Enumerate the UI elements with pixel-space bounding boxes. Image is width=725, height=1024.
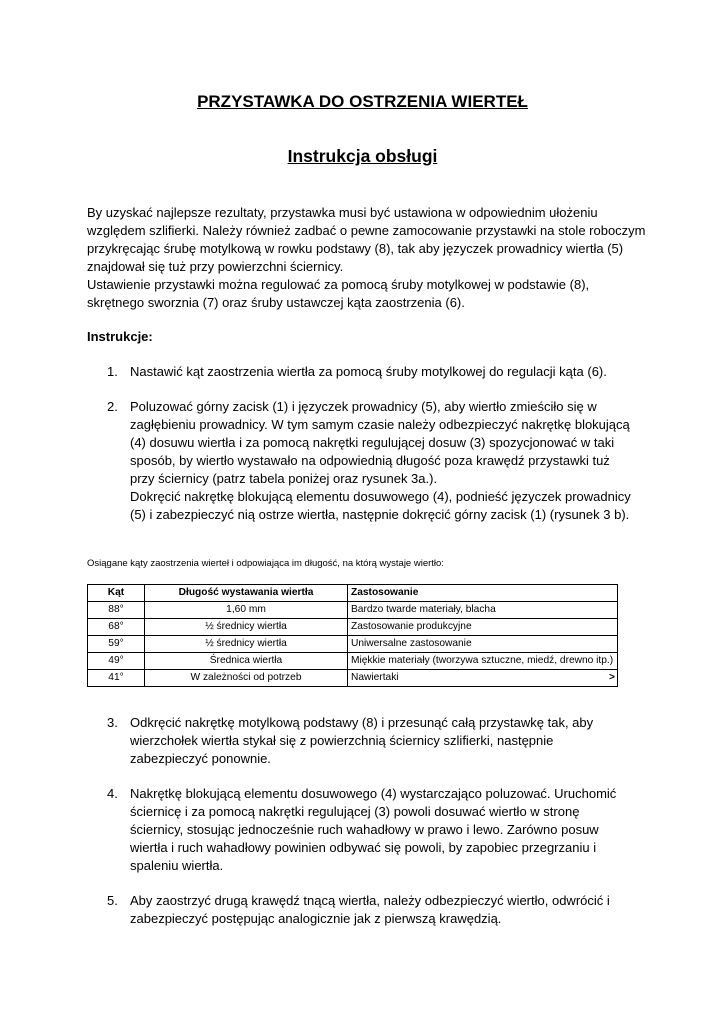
intro-text: By uzyskać najlepsze rezultaty, przystawka musi być ustawiona w odpowiednim ułożeniu względem szlifierki. Należy również zadbać o pewne zamocowanie przystawki na stole roboczym przykręcając śrubę motylkową w rowku podstawy (8), tak aby języczek prowadnicy wiertła (5) znajdował się tuż przy powierzchni ściernicy. — [87, 205, 646, 274]
step-number: 1. — [107, 364, 118, 379]
cell-length: W zależności od potrzeb — [145, 670, 348, 687]
cell-angle: 68° — [88, 619, 145, 636]
cell-usage — [348, 670, 618, 687]
angles-table — [87, 584, 618, 687]
step-number: 5. — [107, 893, 118, 908]
cell-usage-text: Nawiertaki — [351, 672, 399, 683]
step-2-text-a: Poluzować górny zacisk (1) i języczek prowadnicy (5), aby wiertło zmieściło się w zagłębieniu prowadnicy. W tym samym czasie należy odbezpieczyć nakrętkę blokującą (4) dosuwu wiertła i za pomocą nakrętki regulującej dosuw (3) spozycjonować w taki sposób, by wiertło wystawało na odpowiednią długość poza krawędź przystawki tuż przy ściernicy (patrz tabela poniżej oraz rysunek 3a.). — [130, 399, 630, 486]
table-row — [88, 636, 618, 653]
cell-length: ½ średnicy wiertła — [145, 619, 348, 636]
cell-usage: Zastosowanie produkcyjne — [348, 619, 618, 636]
header-angle: Kąt — [88, 585, 145, 602]
intro-text-2: Ustawienie przystawki można regulować za pomocą śruby motylkowej w podstawie (8), skrętnego sworznia (7) oraz śruby ustawczej kąta zaostrzenia (6). — [87, 277, 590, 310]
cell-usage: Miękkie materiały (tworzywa sztuczne, miedź, drewno itp.) — [348, 653, 618, 670]
table-row — [88, 670, 618, 687]
header-length: Długość wystawania wiertła — [145, 585, 348, 602]
step-number: 2. — [107, 399, 118, 414]
cell-length: Średnica wiertła — [145, 653, 348, 670]
cell-usage: Uniwersalne zastosowanie — [348, 636, 618, 653]
step-4 — [107, 785, 632, 875]
table-row — [88, 619, 618, 636]
step-text — [130, 398, 632, 524]
step-5 — [107, 892, 632, 928]
table-row — [88, 653, 618, 670]
document-subtitle: Instrukcja obsługi — [287, 146, 438, 166]
step-text: Nakrętkę blokującą elementu dosuwowego (4) wystarczająco poluzować. Uruchomić ściernicę i za pomocą nakrętki regulującej (3) powoli dosuwać wiertło w stronę ściernicy, stosując jednocześnie ruch wahadłowy w prawo i lewo. Zarówno posuw wiertła i ruch wahadłowy powinien odbywać się powoli, by zapobiec przegrzaniu i spaleniu wiertła. — [130, 786, 617, 873]
cell-length: ½ średnicy wiertła — [145, 636, 348, 653]
cell-angle: 41° — [88, 670, 145, 687]
table-caption: Osiągane kąty zaostrzenia wierteł i odpowiająca im długość, na którą wystaje wiertło: — [87, 558, 444, 569]
step-number: 3. — [107, 715, 118, 730]
cell-angle: 88° — [88, 602, 145, 619]
instructions-heading: Instrukcje: — [87, 329, 153, 344]
step-3 — [107, 714, 632, 768]
cell-angle: 59° — [88, 636, 145, 653]
header-usage: Zastosowanie — [348, 585, 618, 602]
step-number: 4. — [107, 786, 118, 801]
chevron-right-icon: > — [609, 672, 615, 683]
table-row — [88, 602, 618, 619]
table-header-row — [88, 585, 618, 602]
cell-usage: Bardzo twarde materiały, blacha — [348, 602, 618, 619]
step-1 — [107, 363, 632, 381]
step-text: Nastawić kąt zaostrzenia wiertła za pomocą śruby motylkowej do regulacji kąta (6). — [130, 364, 607, 379]
step-2 — [107, 398, 632, 524]
step-text: Odkręcić nakrętkę motylkową podstawy (8) i przesunąć całą przystawkę tak, aby wierzchołek wiertła stykał się z powierzchnią ściernicy szlifierki, następnie zabezpieczyć ponownie. — [130, 715, 594, 766]
cell-angle: 49° — [88, 653, 145, 670]
cell-length: 1,60 mm — [145, 602, 348, 619]
document-title: PRZYSTAWKA DO OSTRZENIA WIERTEŁ — [197, 92, 528, 111]
intro-paragraph — [87, 204, 647, 312]
step-2-text-b: Dokręcić nakrętkę blokującą elementu dosuwowego (4), podnieść języczek prowadnicy (5) i zabezpieczyć nią ostrze wiertła, następnie dokręcić górny zacisk (1) (rysunek 3 b). — [130, 489, 631, 522]
step-text: Aby zaostrzyć drugą krawędź tnącą wiertła, należy odbezpieczyć wiertło, odwrócić i zabezpieczyć postępując analogicznie jak z pierwszą krawędzią. — [130, 893, 610, 926]
